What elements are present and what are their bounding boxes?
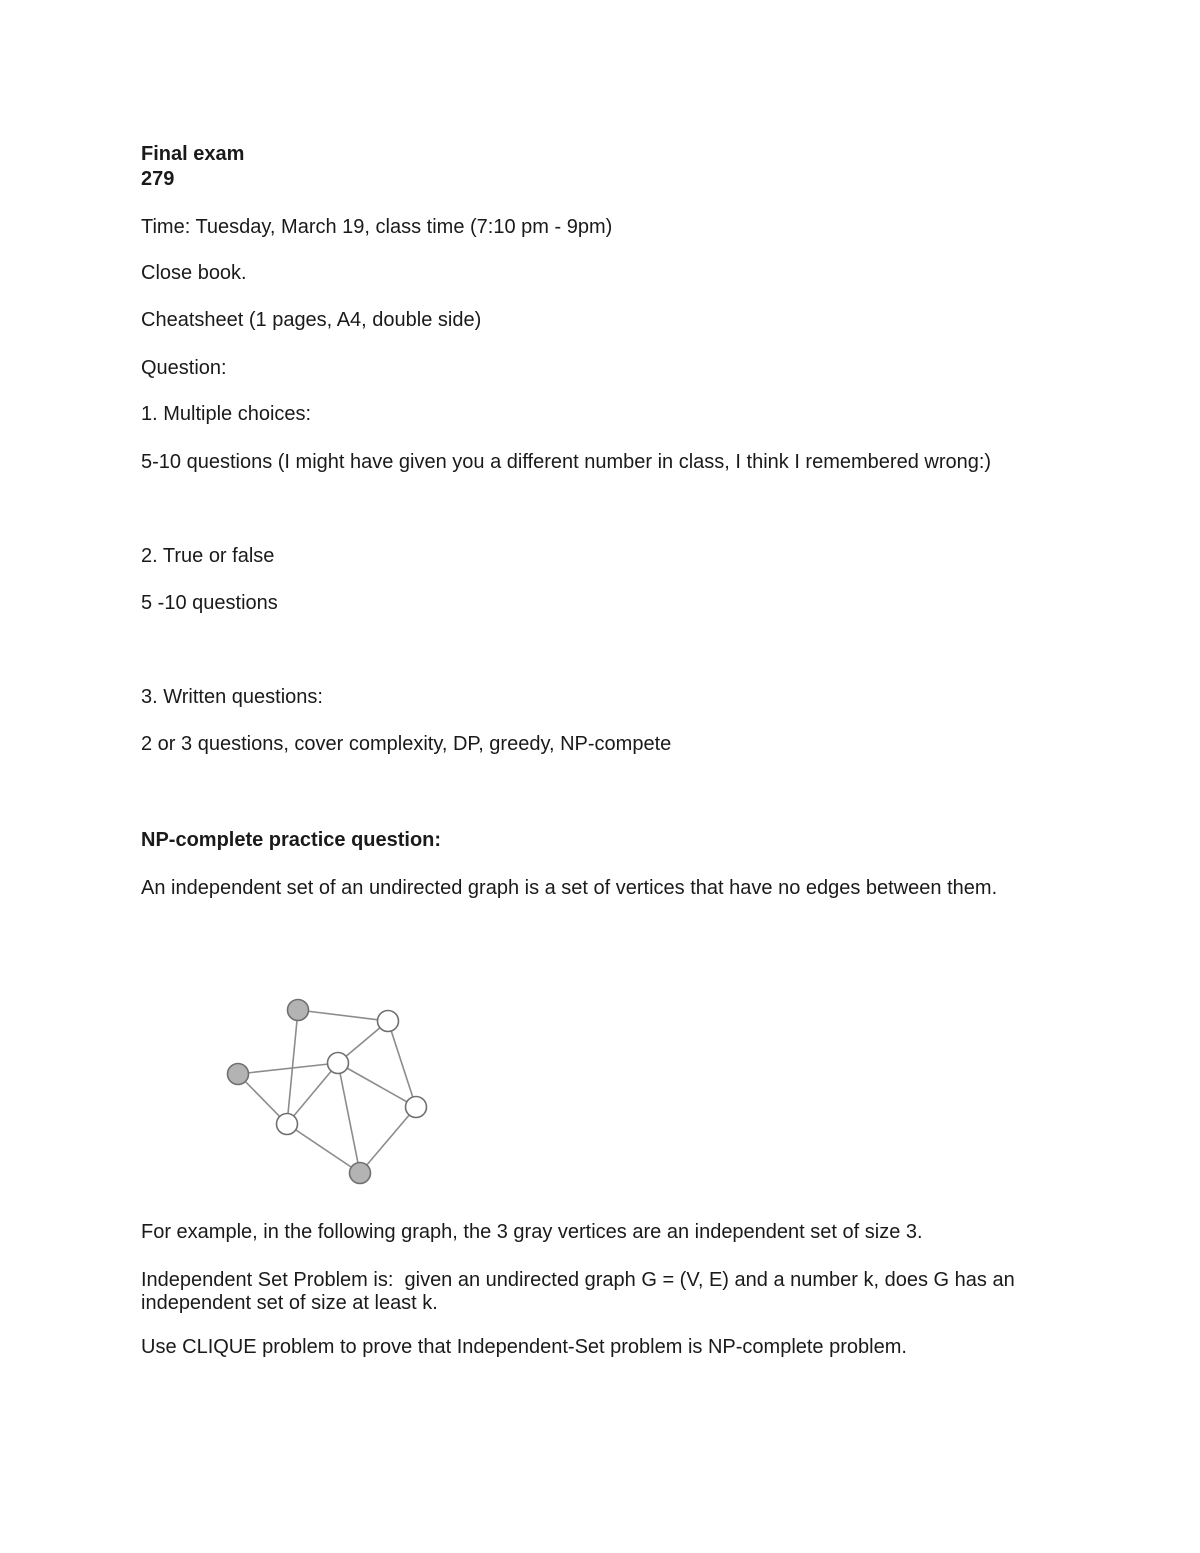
practice-title: NP-complete practice question: — [141, 829, 442, 851]
graph-vertex-f-white — [406, 1097, 427, 1118]
graph-vertex-d-white — [328, 1053, 349, 1074]
section-title-multiple-choice: 1. Multiple choices: — [141, 403, 312, 425]
exam-time: Time: Tuesday, March 19, class time (7:10 pm - 9pm) — [141, 216, 613, 238]
practice-definition: An independent set of an undirected graph is a set of vertices that have no edges between them. — [141, 877, 998, 899]
graph-edge-e-g — [287, 1124, 360, 1173]
section-detail-written: 2 or 3 questions, cover complexity, DP, greedy, NP-compete — [141, 733, 672, 755]
practice-problem: Independent Set Problem is: given an undirected graph G = (V, E) and a number k, does G has an independent set of size at least k. — [141, 1269, 1021, 1314]
section-detail-multiple-choice: 5-10 questions (I might have given you a different number in class, I think I remembered wrong:) — [141, 451, 992, 473]
graph-edge-f-g — [360, 1107, 416, 1173]
question-header: Question: — [141, 357, 227, 379]
section-title-written: 3. Written questions: — [141, 686, 323, 708]
book-policy: Close book. — [141, 262, 247, 284]
graph-vertex-g-gray — [350, 1163, 371, 1184]
course-number: 279 — [141, 168, 175, 190]
graph-edge-d-g — [338, 1063, 360, 1173]
cheatsheet-policy: Cheatsheet (1 pages, A4, double side) — [141, 309, 482, 331]
section-title-true-false: 2. True or false — [141, 545, 275, 567]
exam-title: Final exam — [141, 143, 245, 165]
section-detail-true-false: 5 -10 questions — [141, 592, 278, 614]
graph-vertex-e-white — [277, 1114, 298, 1135]
graph-edge-d-e — [287, 1063, 338, 1124]
graph-vertex-b-white — [378, 1011, 399, 1032]
practice-example: For example, in the following graph, the 3 gray vertices are an independent set of size 3. — [141, 1221, 923, 1243]
graph-vertex-c-gray — [228, 1064, 249, 1085]
graph-vertices — [228, 1000, 427, 1184]
graph-edges — [238, 1010, 416, 1173]
practice-task: Use CLIQUE problem to prove that Independent-Set problem is NP-complete problem. — [141, 1336, 907, 1358]
graph-edge-c-d — [238, 1063, 338, 1074]
graph-edge-a-b — [298, 1010, 388, 1021]
graph-vertex-a-gray — [288, 1000, 309, 1021]
